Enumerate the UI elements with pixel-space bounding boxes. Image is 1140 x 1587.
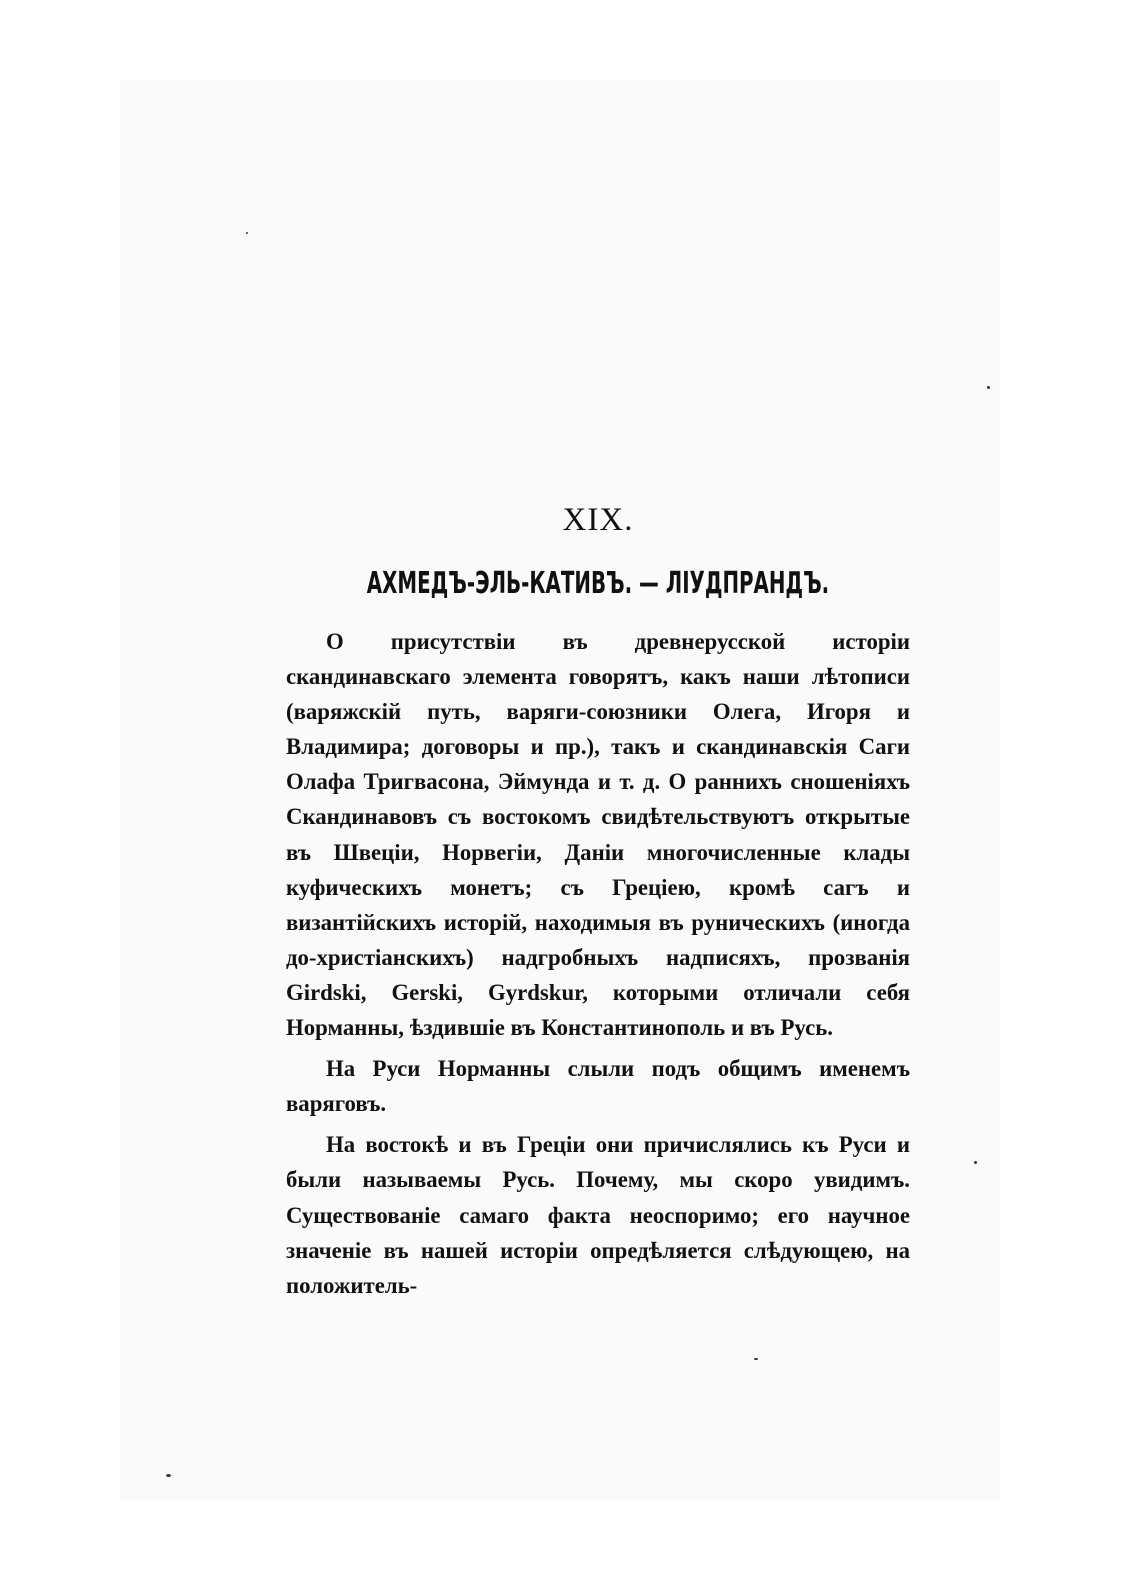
scan-speck [754, 1358, 758, 1360]
paragraph-3: На востокѣ и въ Греціи они причислялись къ Руси и были называемы Русь. Почему, мы скоро увидимъ. Существованіе самаго факта неоспоримо; его научное значеніе въ нашей исторіи опредѣляется слѣдующею, на положитель- [286, 1132, 910, 1298]
paragraph-1: О присутствіи въ древнерусской исторіи скандинавскаго элемента говорятъ, какъ наши лѣтописи (варяжскій путь, варяги-союзники Олега, Игоря и Владимира; договоры и пр.), такъ и скандинавскія Саги Олафа Тригвасона, Эймунда и т. д. О раннихъ сношеніяхъ Скандинавовъ съ востокомъ свидѣтельствуютъ открытые въ Швеціи, Норвегіи, Даніи многочисленные клады куфическихъ монетъ; съ Греціею, кромѣ сагъ и византійскихъ исторій, находимыя въ руническихъ (иногда до-христіанскихъ) надгробныхъ надписяхъ, прозванія Girdski, Gerski, Gyrdskur, которыми отличали себя Норманны, ѣздившіе въ Константинополь и въ Русь. [286, 629, 910, 1041]
chapter-title: АХМЕДЪ-ЭЛЬ-КАТИВЪ. — ЛІУДПРАНДЪ. [366, 566, 830, 601]
scan-speck [974, 1161, 977, 1164]
scan-speck [987, 386, 990, 389]
paragraph-2: На Руси Норманны слыли подъ общимъ именемъ варяговъ. [286, 1056, 910, 1117]
chapter-number: XIX. [562, 502, 634, 538]
scan-speck [166, 1474, 171, 1477]
scan-speck [246, 232, 248, 234]
body-text [286, 624, 910, 1309]
